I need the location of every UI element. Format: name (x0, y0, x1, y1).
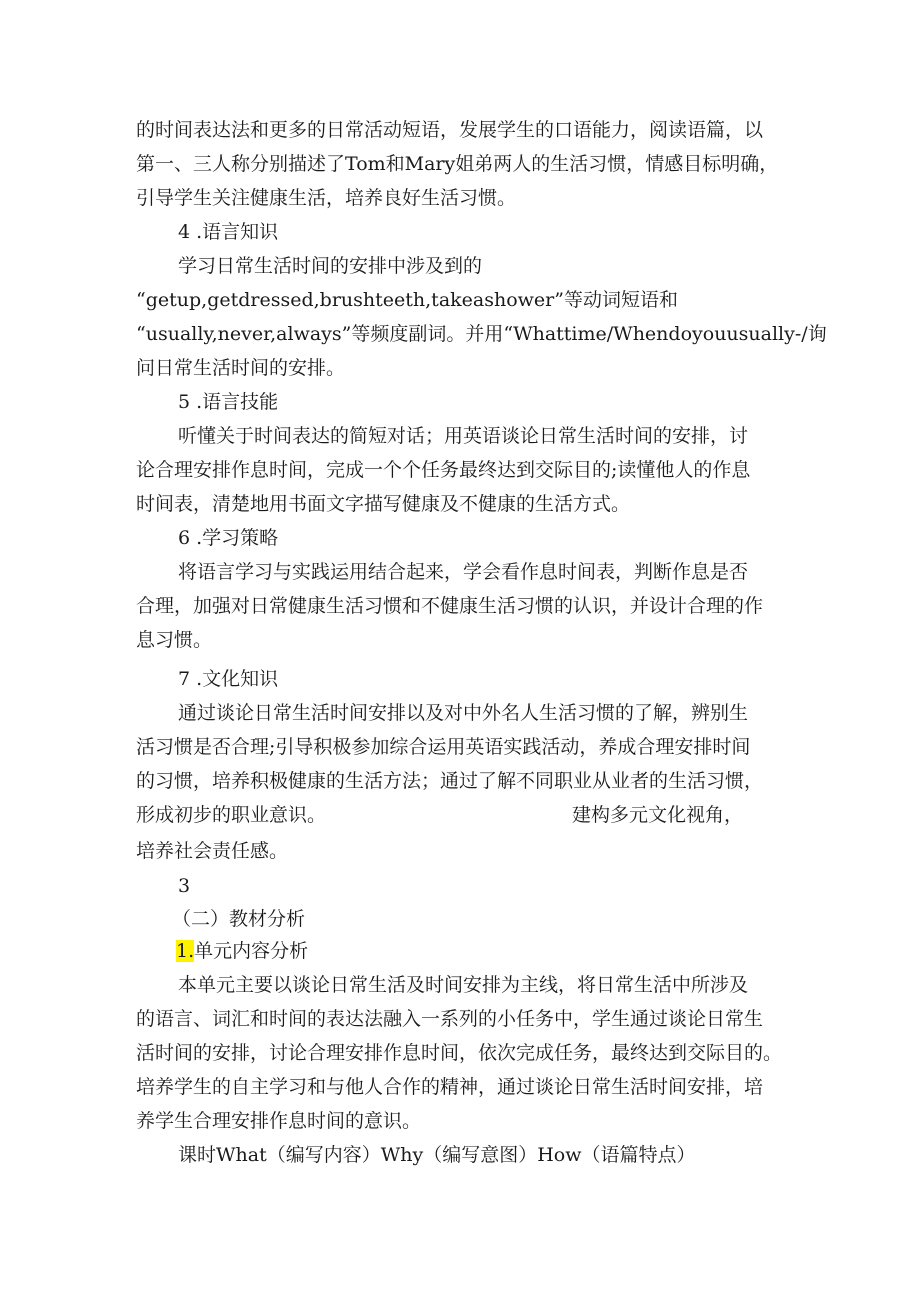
body-text-line: 培养学生的自主学习和与他人合作的精神，通过谈论日常生活时间安排，培 (136, 1076, 764, 1098)
body-text-line: 的时间表达法和更多的日常活动短语，发展学生的口语能力，阅读语篇，以 (136, 119, 764, 141)
section-heading: （二）教材分析 (172, 908, 306, 930)
body-text-line: 的语言、词汇和时间的表达法融入一系列的小任务中，学生通过谈论日常生 (136, 1008, 764, 1030)
body-text-line: 形成初步的职业意识。 (136, 804, 327, 826)
body-text-line: 息习惯。 (136, 629, 213, 651)
body-text-line: 活时间的安排，讨论合理安排作息时间，依次完成任务，最终达到交际目的。 (136, 1042, 783, 1064)
body-text-line: 论合理安排作息时间，完成一个个任务最终达到交际目的;读懂他人的作息 (136, 459, 751, 481)
body-text-line: 时间表，清楚地用书面文字描写健康及不健康的生活方式。 (136, 493, 631, 515)
section-heading (176, 934, 308, 968)
body-text-line: 第一、三人称分别描述了Tom和Mary姐弟两人的生活习惯，情感目标明确， (136, 153, 779, 175)
body-text-line: 引导学生关注健康生活，培养良好生活习惯。 (136, 187, 517, 209)
highlighted-number: 1. (176, 940, 195, 962)
section-heading: 6 .学习策略 (178, 527, 279, 549)
body-text-line: 活习惯是否合理;引导积极参加综合运用英语实践活动，养成合理安排时间 (136, 736, 751, 758)
section-heading: 4 .语言知识 (178, 221, 279, 243)
body-text-line: “usually,never,always”等频度副词。并用“Whattime/Whendoyouusually-/询 (136, 323, 827, 345)
body-text-line: 本单元主要以谈论日常生活及时间安排为主线，将日常生活中所涉及 (178, 974, 749, 996)
body-text-line: “getup,getdressed,brushteeth,takeashower”等动词短语和 (136, 289, 678, 311)
body-text-line: 学习日常生活时间的安排中涉及到的 (178, 255, 483, 277)
section-heading: 7 .文化知识 (178, 668, 279, 690)
page-number: 3 (178, 875, 191, 897)
body-text-line: 通过谈论日常生活时间安排以及对中外名人生活习惯的了解，辨别生 (178, 702, 749, 724)
heading-label: 单元内容分析 (194, 940, 309, 962)
body-text-line: 课时What（编写内容）Why（编写意图）How（语篇特点） (178, 1144, 696, 1166)
body-text-line: 建构多元文化视角， (572, 804, 744, 826)
body-text-line: 养学生合理安排作息时间的意识。 (136, 1110, 422, 1132)
body-text-line: 合理，加强对日常健康生活习惯和不健康生活习惯的认识，并设计合理的作 (136, 595, 764, 617)
body-text-line: 培养社会责任感。 (136, 840, 289, 862)
body-text-line: 的习惯，培养积极健康的生活方法；通过了解不同职业从业者的生活习惯， (136, 770, 764, 792)
body-text-line: 听懂关于时间表达的简短对话；用英语谈论日常生活时间的安排，讨 (178, 425, 749, 447)
section-heading: 5 .语言技能 (178, 391, 279, 413)
body-text-line: 问日常生活时间的安排。 (136, 357, 346, 379)
body-text-line: 将语言学习与实践运用结合起来，学会看作息时间表，判断作息是否 (178, 561, 749, 583)
